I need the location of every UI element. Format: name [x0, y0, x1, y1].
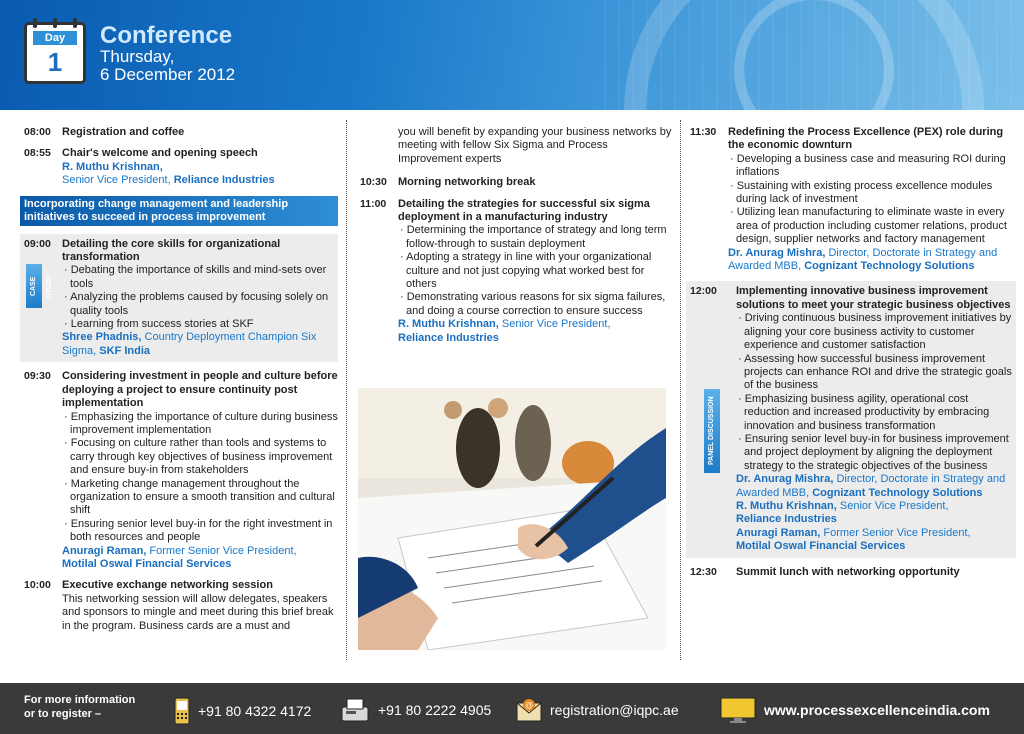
- item-time: 09:30: [24, 370, 51, 383]
- fax-number: +91 80 2222 4905: [378, 702, 492, 718]
- speaker: Dr. Anurag Mishra, Director, Doctorate in Strategy and Awarded MBB, Cognizant Technology Solutions: [736, 473, 1006, 499]
- item-time: 11:00: [360, 197, 387, 210]
- bullet: · Driving continuous business improvement initiatives by aligning your core business activity to customer experience and customer satisfaction: [738, 312, 1012, 352]
- fax-icon: [340, 697, 370, 723]
- bullet: · Sustaining with existing process excellence modules during lack of investment: [730, 179, 993, 206]
- day-label: Day: [33, 31, 77, 45]
- item-title: Redefining the Process Excellence (PEX) role during the economic downturn: [728, 126, 1004, 152]
- item-title: Detailing the strategies for successful six sigma deployment in a manufacturing industry: [398, 197, 650, 224]
- agenda-item: [686, 126, 1016, 273]
- item-time: 08:55: [24, 147, 51, 160]
- column-divider: [680, 120, 681, 660]
- header-banner: [0, 0, 1024, 110]
- agenda-column-2: [356, 126, 674, 353]
- speaker: R. Muthu Krishnan, Senior Vice President, Reliance Industries: [62, 160, 275, 187]
- footer-bar: [0, 683, 1024, 734]
- bullet: · Demonstrating various reasons for six sigma failures, and doing a course correction to ensure success: [400, 291, 666, 317]
- monitor-icon: [720, 697, 756, 723]
- calendar-icon: [24, 22, 86, 84]
- item-title: Implementing innovative business improvement solutions to meet your strategic business objectives: [736, 285, 1011, 311]
- item-title: Chair's welcome and opening speech: [62, 147, 258, 160]
- svg-text:@: @: [524, 701, 534, 710]
- item-title: Detailing the core skills for organizational transformation: [62, 237, 281, 264]
- agenda-item-shaded: [20, 234, 338, 363]
- item-title: Morning networking break: [398, 176, 536, 189]
- bullet: · Adopting a strategy in line with your organizational culture and not just copying what worked best for others: [400, 251, 652, 291]
- website-link[interactable]: [720, 697, 990, 723]
- page-title: Conference: [100, 22, 233, 49]
- agenda-item: [356, 198, 674, 345]
- track-heading: Incorporating change management and leadership initiatives to succeed in process improvement: [20, 196, 338, 226]
- agenda-item: [686, 566, 1016, 579]
- date-line-2: 6 December 2012: [100, 65, 236, 84]
- page-date: [100, 48, 235, 84]
- bullet: · Ensuring senior level buy-in for the right investment in both resources and people: [64, 517, 333, 544]
- footer-info-line-2: or to register –: [24, 708, 102, 720]
- bullet: · Developing a business case and measuring ROI during inflations: [730, 152, 1006, 179]
- item-text: This networking session will allow delegates, speakers and sponsors to mingle and meet during this brief break in the program. Business cards are a must and: [62, 592, 334, 632]
- website-url: www.processexcellenceindia.com: [764, 702, 990, 718]
- speaker: Shree Phadnis, Country Deployment Champion Six Sigma, SKF India: [62, 331, 317, 357]
- bullet: · Debating the importance of skills and mind-sets over tools: [64, 264, 327, 290]
- speaker: Anuragi Raman, Former Senior Vice President, Motilal Oswal Financial Services: [62, 544, 297, 570]
- email-icon: [516, 697, 542, 723]
- meeting-photo: [358, 388, 666, 650]
- item-title: Considering investment in people and culture before deploying a project to ensure continuity post implementation: [62, 370, 338, 410]
- panel-discussion-tag: PANEL DISCUSSION: [704, 389, 720, 473]
- item-time: 10:00: [24, 579, 51, 592]
- speaker: Dr. Anurag Mishra, Director, Doctorate in Strategy and Awarded MBB, Cognizant Technology Solutions: [728, 246, 998, 273]
- case-study-tag: CASE STUDY: [26, 264, 42, 308]
- item-time: 12:00: [690, 285, 717, 298]
- bullet: · Emphasizing the importance of culture during business improvement implementation: [64, 410, 338, 436]
- phone-contact[interactable]: [174, 697, 311, 725]
- tech-ring-small: [734, 0, 894, 110]
- email-contact[interactable]: [516, 697, 679, 723]
- email-address: registration@iqpc.ae: [550, 702, 679, 718]
- agenda-item: [20, 370, 338, 571]
- item-time: 09:00: [24, 237, 51, 250]
- agenda-item: [20, 579, 338, 633]
- bullet: · Utilizing lean manufacturing to eliminate waste in every area of production including customer relations, product design, supplier networks and factory management: [730, 206, 1007, 246]
- speaker: Anuragi Raman, Former Senior Vice President, Motilal Oswal Financial Services: [736, 526, 971, 553]
- phone-number: +91 80 4322 4172: [198, 703, 312, 719]
- bullet: · Analyzing the problems caused by focusing solely on quality tools: [64, 291, 329, 317]
- speaker: R. Muthu Krishnan, Senior Vice President, Reliance Industries: [398, 318, 611, 344]
- agenda-item-shaded: [686, 281, 1016, 557]
- bullet: · Assessing how successful business improvement projects can enhance ROI and drive the strategic goals of the business: [738, 352, 1012, 392]
- item-time: 10:30: [360, 176, 387, 189]
- bullet: · Marketing change management throughout the organization to ensure a smooth transition and cultural shift: [64, 477, 335, 517]
- date-line-1: Thursday,: [100, 47, 175, 66]
- agenda-item: [356, 176, 674, 189]
- item-time: 08:00: [24, 126, 51, 138]
- item-time: 12:30: [690, 565, 717, 578]
- speaker: R. Muthu Krishnan, Senior Vice President, Reliance Industries: [736, 499, 949, 526]
- agenda-column-3: [686, 126, 1016, 587]
- item-title: Executive exchange networking session: [62, 579, 273, 592]
- footer-info-line-1: For more information: [24, 694, 136, 706]
- item-title: Registration and coffee: [62, 126, 185, 138]
- bullet: · Determining the importance of strategy and long term follow-through to sustain deployment: [400, 224, 667, 250]
- agenda-column-1: [20, 126, 338, 641]
- day-number: 1: [47, 47, 63, 77]
- agenda-item: [20, 126, 338, 139]
- footer-info-label: [24, 693, 135, 721]
- bullet: · Emphasizing business agility, operational cost reduction and increased productivity by embracing innovation and business transformation: [738, 392, 990, 432]
- bullet: · Focusing on culture rather than tools and systems to carry through key objectives of business improvement and ensure buy-in from stakeholders: [64, 437, 333, 477]
- agenda-item: [20, 147, 338, 187]
- bullet: · Ensuring senior level buy-in for business improvement and project deployment by aligning the deployment strategy to the strategic objectives of the business: [738, 432, 1009, 472]
- item-time: 11:30: [690, 126, 717, 138]
- item-text-continued: you will benefit by expanding your business networks by meeting with fellow Six Sigma and Process Improvement experts: [398, 126, 672, 165]
- item-title: Summit lunch with networking opportunity: [736, 565, 960, 578]
- bullet: · Learning from success stories at SKF: [64, 318, 254, 331]
- column-divider: [346, 120, 347, 660]
- mobile-phone-icon: [174, 697, 190, 725]
- fax-contact[interactable]: [340, 697, 491, 723]
